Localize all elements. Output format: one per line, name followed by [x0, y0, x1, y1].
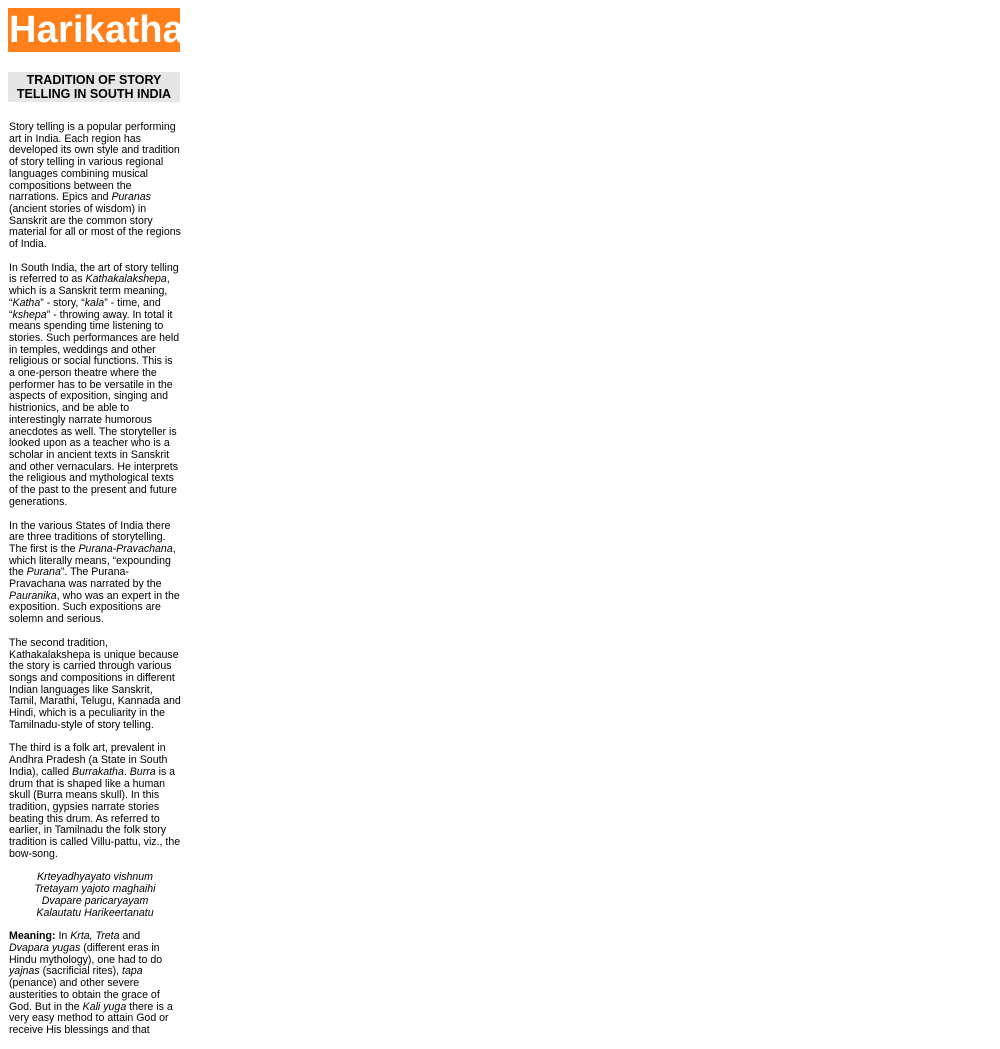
sanskrit-verse — [9, 872, 181, 919]
paragraph-second-tradition: The second tradition, Kathakalakshepa is unique because the story is carried through various songs and compositions in different Indian languages like Sanskrit, Tamil, Marathi, Telugu, Kannada and Hindi, which is a peculiarity in the Tamilnadu-style of story telling. — [9, 636, 181, 731]
paragraph-three-traditions: In the various States of India there are three traditions of storytelling. The first is the Purana-Pravachana, which literally means, “expounding the Purana”. The Purana-Pravachana was narrated by the Pauranika, who was an expert in the exposition. Such expositions are solemn and serious. — [9, 519, 180, 626]
paragraph-third-tradition: The third is a folk art, prevalent in Andhra Pradesh (a State in South India), called Burrakatha. Burra is a drum that is shaped like a human skull (Burra means skull). In this tradition, gypsies narrate stories beating this drum. As referred to earlier, in Tamilnadu the folk story tradition is called Villu-pattu, viz., the bow-song. — [9, 742, 181, 860]
verse-line: Dvapare paricaryayam — [41, 894, 149, 907]
page-title: Harikatha — [9, 9, 184, 51]
verse-line: Tretayam yajoto maghaihi — [34, 883, 156, 896]
paragraph-meaning: Meaning: In Krta, Treta and Dvapara yugas (different eras in Hindu mythology), one had to do yajnas (sacrificial rites), tapa (penance) and other severe austerities to obtain the grace of God. But in the Kali yuga there is a very easy method to attain God or receive His blessings and that — [9, 930, 173, 1036]
paragraph-kathakalakshepa: In South India, the art of story telling is referred to as Kathakalakshepa, which is a Sanskrit term meaning, “Katha” - story, “kala” - time, and “kshepa” - throwing away. In total it means spending time listening to stories. Such performances are held in temples, weddings and other religious or social functions. This is a one-person theatre where the performer has to be versatile in the aspects of exposition, singing and histrionics, and be able to interestingly narrate humorous anecdotes as well. The storyteller is looked upon as a teacher who is a scholar in ancient texts in Sanskrit and other vernaculars. He interprets the religious and mythological texts of the past to the present and future generations. — [9, 261, 180, 508]
page-subtitle: TRADITION OF STORY TELLING IN SOUTH INDIA — [8, 72, 180, 102]
verse-line: Kalautatu Harikeertanatu — [36, 906, 154, 919]
paragraph-intro: Story telling is a popular performing art in India. Each region has developed its own style and tradition of story telling in various regional languages combining musical compositions between the narrations. Epics and Puranas (ancient stories of wisdom) in Sanskrit are the common story material for all or most of the regions of India. — [9, 121, 181, 251]
article-body — [9, 122, 181, 1049]
verse-line: Krteyadhyayato vishnum — [36, 871, 153, 884]
